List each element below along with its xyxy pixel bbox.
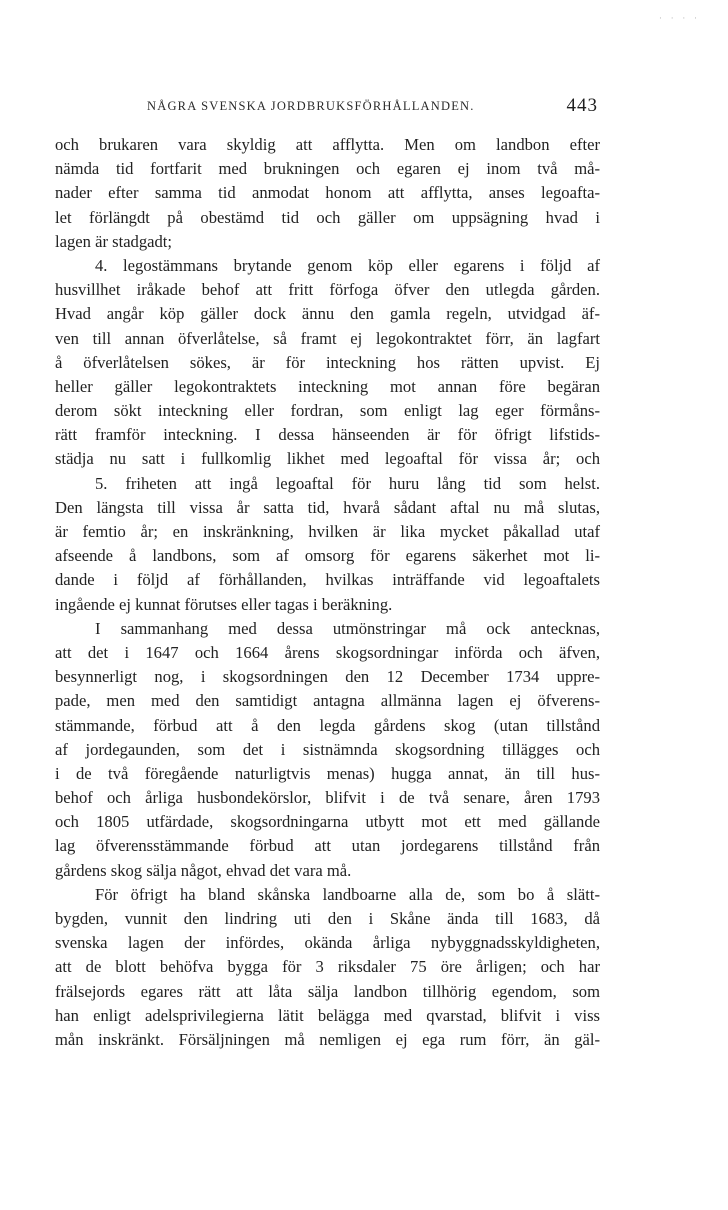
text-line: lagen är stadgadt; xyxy=(55,231,173,251)
running-title: NÅGRA SVENSKA JORDBRUKSFÖRHÅLLANDEN. xyxy=(147,99,475,113)
text-line: svenska lagen der infördes, okända årliga nybyggnadsskyldigheten, xyxy=(55,933,600,953)
text-line: i de två föregående naturligtvis menas) hugga annat, än till hus- xyxy=(55,763,600,783)
text-line: Den längsta till vissa år satta tid, hvarå sådant aftal nu må slutas, xyxy=(55,497,600,517)
text-line: å öfverlåtelsen sökes, är för inteckning hos rätten upvist. Ej xyxy=(55,352,600,372)
running-header xyxy=(55,97,600,121)
text-line: städja nu satt i fullkomlig likhet med legoaftal för vissa år; och xyxy=(55,449,600,469)
text-line: att de blott behöfva bygga för 3 riksdaler 75 öre årligen; och har xyxy=(55,957,600,977)
text-line: och brukaren vara skyldig att afflytta. Men om landbon efter xyxy=(55,135,600,154)
text-line: ingående ej kunnat förutses eller tagas i beräkning. xyxy=(55,594,393,614)
text-line: let förlängdt på obestämd tid och gäller om uppsägning hvad i xyxy=(55,207,600,227)
text-line: att det i 1647 och 1664 årens skogsordningar införda och äfven, xyxy=(55,642,600,662)
text-line: gårdens skog sälja något, ehvad det vara må. xyxy=(55,860,352,880)
text-line: besynnerligt nog, i skogsordningen den 12 December 1734 uppre- xyxy=(55,667,600,687)
text-line: pade, men med den samtidigt antagna allmänna lagen ej öfverens- xyxy=(55,691,600,711)
text-line: husvillhet iråkade behof att fritt förfoga öfver den utlegda gården. xyxy=(55,280,600,300)
text-line: rätt framför inteckning. I dessa hänseenden är för öfrigt lifstids- xyxy=(55,425,600,445)
scan-margin-marks: · · · · xyxy=(658,14,700,24)
text-line: ven till annan öfverlåtelse, så framt ej legokontraktet förr, än lagfart xyxy=(55,328,600,348)
text-line: bygden, vunnit den lindring uti den i Skåne ända till 1683, då xyxy=(55,909,600,928)
text-line: lag öfverensstämmande förbud att utan jordegarens tillstånd från xyxy=(55,836,600,856)
text-line: För öfrigt ha bland skånska landboarne alla de, som bo å slätt- xyxy=(95,884,600,904)
text-line: och 1805 utfärdade, skogsordningarna utbytt mot ett med gällande xyxy=(55,812,600,832)
text-line: I sammanhang med dessa utmönstringar må ock antecknas, xyxy=(95,618,600,638)
page-number: 443 xyxy=(566,95,598,116)
text-line: Hvad angår köp gäller dock ännu den gamla regeln, utvidgad äf- xyxy=(55,304,600,324)
text-line: af jordegaunden, som det i sistnämnda skogsordning tillägges och xyxy=(55,739,600,759)
text-line: frälsejords egares rätt att låta sälja landbon tillhörig egendom, som xyxy=(55,981,600,1001)
text-line: är femtio år; en inskränkning, hvilken är lika mycket påkallad utaf xyxy=(55,522,600,541)
text-line: derom sökt inteckning eller fordran, som enligt lag eger förmåns- xyxy=(55,401,600,421)
text-line: 4. legostämmans brytande genom köp eller egarens i följd af xyxy=(95,255,600,275)
text-line: dande i följd af förhållanden, hvilkas inträffande vid legoaftalets xyxy=(55,570,600,590)
text-line: nämda tid fortfarit med brukningen och egaren ej inom två må- xyxy=(55,159,600,179)
body-text xyxy=(55,133,600,1052)
text-line: han enligt adelsprivilegierna lätit belägga med qvarstad, blifvit i viss xyxy=(55,1005,600,1025)
text-line: stämmande, förbud att å den legda gårdens skog (utan tillstånd xyxy=(55,715,600,735)
text-line: behof och årliga husbondekörslor, blifvit i de två senare, åren 1793 xyxy=(55,788,600,808)
text-line: afseende å landbons, som af omsorg för egarens säkerhet mot li- xyxy=(55,546,600,566)
text-line: mån inskränkt. Försäljningen må nemligen ej ega rum förr, än gäl- xyxy=(55,1029,600,1049)
text-line: heller gäller legokontraktets inteckning mot annan före begäran xyxy=(55,376,600,396)
text-line: 5. friheten att ingå legoaftal för huru lång tid som helst. xyxy=(95,473,600,493)
text-line: nader efter samma tid anmodat honom att afflytta, anses legoafta- xyxy=(55,183,600,203)
